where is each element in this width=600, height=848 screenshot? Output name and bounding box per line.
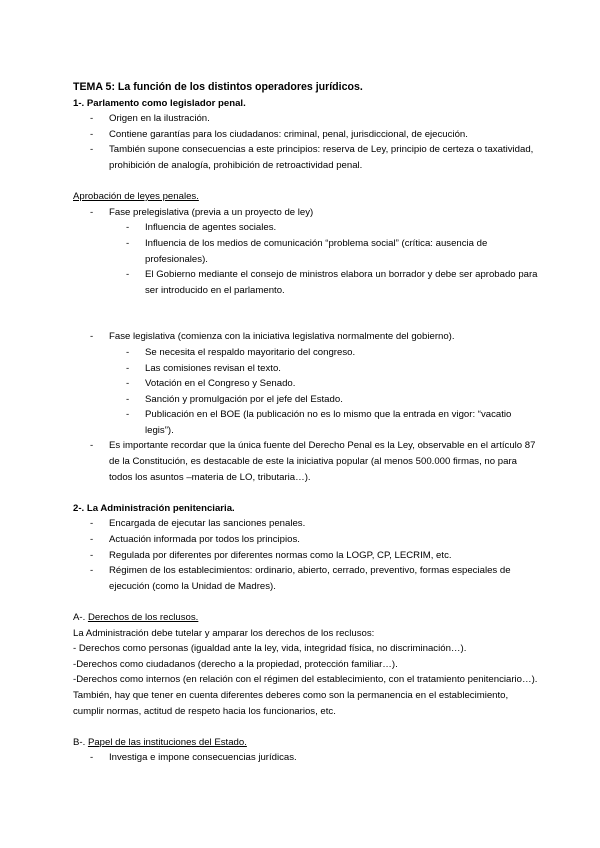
sub-list-item: - Las comisiones revisan el texto.: [73, 361, 538, 377]
list-item: - También supone consecuencias a este principios: reserva de Ley, principio de certeza o taxatividad, prohibición de analogía, prohibición de retroactividad penal.: [73, 142, 538, 173]
sub-list-item: - El Gobierno mediante el consejo de ministros elabora un borrador y debe ser aprobado para ser introducido en el parlamento.: [73, 267, 538, 298]
list-item: - Origen en la ilustración.: [73, 111, 538, 127]
list-item: - Fase prelegislativa (previa a un proyecto de ley): [73, 205, 538, 221]
document-title: TEMA 5: La función de los distintos operadores jurídicos.: [73, 81, 363, 93]
section1-heading: 1-. Parlamento como legislador penal.: [73, 97, 246, 109]
section2-list: [73, 516, 538, 594]
list-item: - Régimen de los establecimientos: ordinario, abierto, cerrado, preventivo, formas especiales de ejecución (como la Unidad de Madres).: [73, 563, 538, 594]
list-item: - Encargada de ejecutar las sanciones penales.: [73, 516, 538, 532]
sub-list-item: - Votación en el Congreso y Senado.: [73, 376, 538, 392]
approval-list: [73, 205, 538, 299]
sectionB-list: [73, 750, 538, 766]
sub-list-item: - Influencia de agentes sociales.: [73, 220, 538, 236]
sectionA-line: -Derechos como ciudadanos (derecho a la propiedad, protección familiar…).: [73, 658, 398, 670]
sectionB-heading: [73, 735, 538, 751]
sectionB-title: Papel de las instituciones del Estado.: [87, 736, 247, 748]
approval-heading: Aprobación de leyes penales.: [73, 191, 199, 203]
sectionA-intro: La Administración debe tutelar y amparar los derechos de los reclusos:: [73, 627, 375, 639]
list-item: - Fase legislativa (comienza con la iniciativa legislativa normalmente del gobierno).: [73, 329, 538, 345]
sub-list-item: - Influencia de los medios de comunicación “problema social” (crítica: ausencia de profesionales).: [73, 236, 538, 267]
list-item: - Contiene garantías para los ciudadanos: criminal, penal, jurisdiccional, de ejecución.: [73, 127, 538, 143]
list-item: - Actuación informada por todos los principios.: [73, 532, 538, 548]
spacer: [73, 298, 538, 329]
list-item: - Investiga e impone consecuencias jurídicas.: [73, 750, 538, 766]
spacer: [73, 174, 538, 190]
sectionA-closing: También, hay que tener en cuenta diferentes deberes como son la permanencia en el establecimiento, cumplir normas, actitud de respeto hacia los funcionarios, etc.: [73, 689, 509, 717]
sectionA-prefix: A-.: [73, 612, 88, 623]
list-item: - Es importante recordar que la única fuente del Derecho Penal es la Ley, observable en el artículo 87 de la Constitución, es destacable de este la iniciativa popular (al menos 500.000 firmas, no para todos los asuntos –materia de LO, tributaria…).: [73, 438, 538, 485]
section1-list: [73, 111, 538, 173]
spacer: [73, 719, 538, 735]
sub-list-item: - Publicación en el BOE (la publicación no es lo mismo que la entrada en vigor: “vacatio legis”).: [73, 407, 538, 438]
sub-list-item: - Sanción y promulgación por el jefe del Estado.: [73, 392, 538, 408]
list-item: - Regulada por diferentes por diferentes normas como la LOGP, CP, LECRIM, etc.: [73, 548, 538, 564]
sectionA-line: - Derechos como personas (igualdad ante la ley, vida, integridad física, no discriminación…).: [73, 643, 467, 655]
sub-list-item: - Se necesita el respaldo mayoritario del congreso.: [73, 345, 538, 361]
sectionB-prefix: B-.: [73, 736, 88, 748]
spacer: [73, 594, 538, 610]
sectionA-heading: [73, 610, 538, 626]
sectionA-line: -Derechos como internos (en relación con el régimen del establecimiento, con el tratamiento penitenciario…).: [73, 674, 538, 686]
sectionA-title: Derechos de los reclusos.: [87, 612, 199, 623]
section2-heading: 2-. La Administración penitenciaria.: [73, 502, 235, 514]
approval-list-2: [73, 329, 538, 485]
spacer: [73, 485, 538, 501]
